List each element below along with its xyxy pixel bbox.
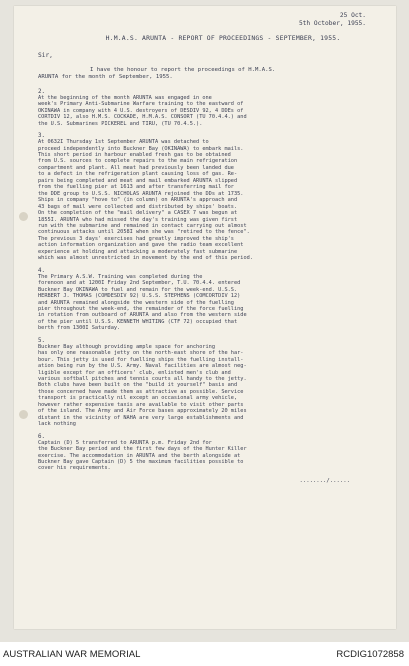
- punch-hole: [19, 212, 28, 221]
- paragraph-number: 3.: [38, 133, 45, 140]
- salutation: Sir,: [38, 52, 53, 59]
- document-page: [14, 6, 396, 629]
- paragraph: [38, 338, 384, 428]
- paragraph-text: At the beginning of the month ARUNTA was engaged in one week's Primary Anti-Submarine Warfare training to the eastward of OKINAWA in company with 4 U.S. destroyers of DESDIV 92, 4 DDEs of CORTDIV 12, also H.M.S. COCKADE, H.M.A.S. CONSORT (TU 70.4.4.) and the U.S. Submarines PICKEREL and TIRU, (TU 70.4.5.).: [38, 94, 247, 127]
- document-header: [38, 12, 384, 28]
- punch-hole: [19, 410, 28, 419]
- document-content: [38, 12, 384, 484]
- paragraph-number: 6.: [38, 433, 45, 440]
- archive-name: AUSTRALIAN WAR MEMORIAL: [3, 649, 141, 660]
- paragraph-text: The Primary A.S.W. Training was completed during the forenoon and at 1200I Friday 2nd September, T.U. 70.4.4. entered Buckner Bay OKINAWA to fuel and remain for the week-end. U.S.S. HERBERT J. THOMAS (COMDESDIV 92) U.S.S. STEPHENS (COMCORTDIV 12) and ARUNTA remained alongside the western side of the fuelling pier throughout the week-end, the remainder of the force fuelling in rotation from outboard of ARUNTA and also from the western side of the pier until U.S.S. KENNETH WHITING (CTF 72) occupied that berth from 1300I Saturday.: [38, 273, 247, 332]
- archive-footer: [0, 642, 409, 666]
- continuation-mark: ......../......: [299, 477, 350, 484]
- paragraph-number: 2.: [38, 88, 45, 95]
- paragraph: [38, 434, 384, 472]
- paragraph: [38, 89, 384, 127]
- document-date: 5th October, 1955.: [298, 20, 366, 27]
- paragraph-number: 5.: [38, 337, 45, 344]
- paragraph-number: 4.: [38, 267, 45, 274]
- record-id: RCDIG1072858: [336, 649, 404, 660]
- paragraph-text: At 0632I Thursday 1st September ARUNTA was detached to proceed independently into Buckner Bay (OKINAWA) to embark mails. This short period in harbour enabled fresh gas to be obtained from U.S. sources to complete repairs to the main refrigeration compartment and plant. All meat had previously been landed due to a defect in the refrigeration plant causing loss of gas. Re- pairs being completed and meat and mail embarked ARUNTA slipped from the fuelling pier at 1613 and after transferring mail for the DDE group to U.S.S. NICHOLAS ARUNTA rejoined the DDs at 1735. Ships in company "hove to" (in column) on ARUNTA's approach and 43 bags of mail were collected and distributed by ships' boats. On the completion of the "mail delivery" a CASEX 7 was begun at 1855I. ARUNTA who had missed the day's training was given first run with the submarine and remained in contact carrying out almost continuous attacks until 2058I when she was "retired to the fence". The previous 3 days' exercises had greatly improved the ship's action information organization and gave the radio team excellent experience at holding and attacking a moderately fast submarine which was almost unrestricted in movement by the end of this period.: [38, 139, 253, 262]
- document-title: H.M.A.S. ARUNTA - REPORT OF PROCEEDINGS - SEPTEMBER, 1955.: [105, 34, 341, 42]
- intro-paragraph: I have the honour to report the proceedings of H.M.A.S. ARUNTA for the month of September, 1955.: [38, 67, 276, 81]
- paragraph: [38, 133, 384, 262]
- paragraph: [38, 268, 384, 332]
- paragraph-text: Buckner Bay although providing ample space for anchoring has only one reasonable jetty on the north-east shore of the har- bour. This jetty is used for fuelling ships the fuelling install- ation being run by the U.S. Army. Naval facilities are almost neg- ligible except for an officers' club, enlisted men's club and various softball pitches and tennis courts all handy to the jetty. Both clubs have been built on the "build it yourself" basis and those concerned have made them as attractive as possible. Service transport is practically nil except an occasional army vehicle, however rather expensive taxis are available to visit other parts of the island. The Army and Air Force bases approximately 20 miles distant in the vicinity of NAHA are very large establishments and lack nothing: [38, 343, 247, 428]
- header-reference: 25 Oct.: [339, 12, 366, 19]
- paragraph-text: Captain (D) 5 transferred to ARUNTA p.m. Friday 2nd for the Buckner Bay period and the first few days of the Hunter Killer exercise. The accommodation in ARUNTA and the berth alongside at Buckner Bay gave Captain (D) 5 the maximum facilities possible to cover his requirements.: [38, 439, 247, 472]
